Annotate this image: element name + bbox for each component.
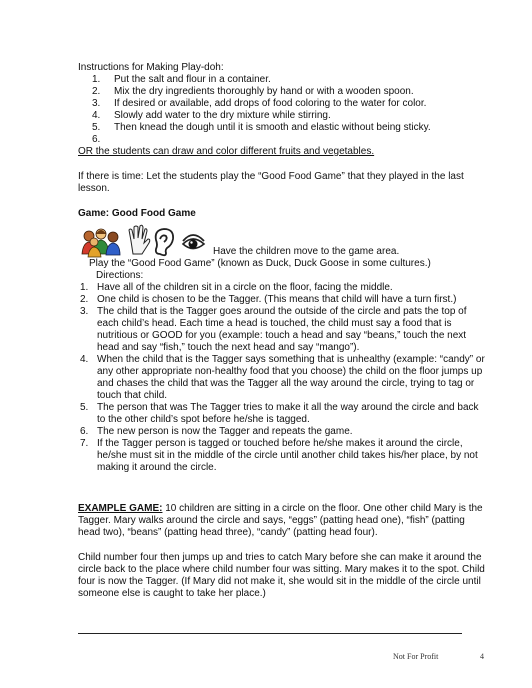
list-item: 4. When the child that is the Tagger says something that is unhealthy (example: “candy” or any other appropriate non-healthy food that you choose) the child on the floor jumps up and chases the child that was the Tagger all the way around the circle, trying to tag or touch that child. (80, 354, 485, 401)
list-item: 3. If desired or available, add drops of food coloring to the water for color. (92, 98, 427, 109)
list-item: 4. Slowly add water to the dry mixture while stirring. (92, 110, 331, 121)
hand-icon (129, 225, 150, 254)
game-intro: Play the “Good Food Game” (known as Duck, Duck Goose in some cultures.) (89, 258, 431, 269)
list-item: 3. The child that is the Tagger goes around the outside of the circle and pats the top of each child’s head. Each time a head is touched, the child must say a food that is nutritious or GOOD for you (example: touch a head and say “beans,” touch the next head and say “fish,” touch the next head and say “mango”). (80, 306, 467, 353)
list-item: 1. Put the salt and flour in a container. (92, 74, 271, 85)
closing-paragraph: Child number four then jumps up and tries to catch Mary before she can make it around the circle back to the place where child number four was sitting. Mary makes it to the spot. Child four is now the Tagger. (If Mary did not make it, she would sit in the middle of the circle until someone else is caught to take her place.) (78, 552, 485, 599)
footer-note: Not For Profit (393, 652, 439, 661)
icons-caption: Have the children move to the game area. (213, 246, 400, 257)
time-note: If there is time: Let the students play the “Good Food Game” that they played in the last lesson. (78, 171, 464, 194)
list-item: 5. Then knead the dough until it is smooth and elastic without being sticky. (92, 122, 431, 133)
list-item: 6. (92, 134, 101, 145)
list-item: 7. If the Tagger person is tagged or touched before he/she makes it around the circle, he/she must sit in the middle of the circle until another child takes his/her place, by not making it around the circle. (80, 438, 478, 473)
game-title: Game: Good Food Game (78, 208, 196, 219)
instructions-list (78, 74, 488, 146)
example-game (78, 503, 488, 539)
list-item: 6. The new person is now the Tagger and repeats the game. (80, 426, 353, 437)
or-draw-line: OR the students can draw and color different fruits and vegetables. (78, 146, 375, 157)
footer-divider (78, 633, 462, 634)
directions-list (80, 282, 486, 474)
ear-icon (156, 229, 173, 255)
eye-icon (183, 235, 204, 249)
list-item: 2. Mix the dry ingredients thoroughly by hand or with a wooden spoon. (92, 86, 414, 97)
list-item: 2. One child is chosen to be the Tagger. (This means that child will have a turn first.) (80, 294, 457, 305)
example-game-label: EXAMPLE GAME: (78, 503, 163, 514)
page-number: 4 (480, 652, 484, 661)
directions-label: Directions: (96, 270, 144, 281)
list-item: 5. The person that was The Tagger tries to make it all the way around the circle and back to the other child’s spot before he/she is tagged. (80, 402, 479, 425)
example-game-text: 10 children are sitting in a circle on the floor. One other child Mary is the Tagger. Mary walks around the circle and says, “eggs” (patting head one), “fish” (patting head two), “beans” (patting head three), “candy” (patting head four). (78, 503, 483, 538)
instructions-heading: Instructions for Making Play-doh: (78, 62, 224, 73)
children-group-icon (82, 229, 120, 257)
list-item: 1. Have all of the children sit in a circle on the floor, facing the middle. (80, 282, 393, 293)
